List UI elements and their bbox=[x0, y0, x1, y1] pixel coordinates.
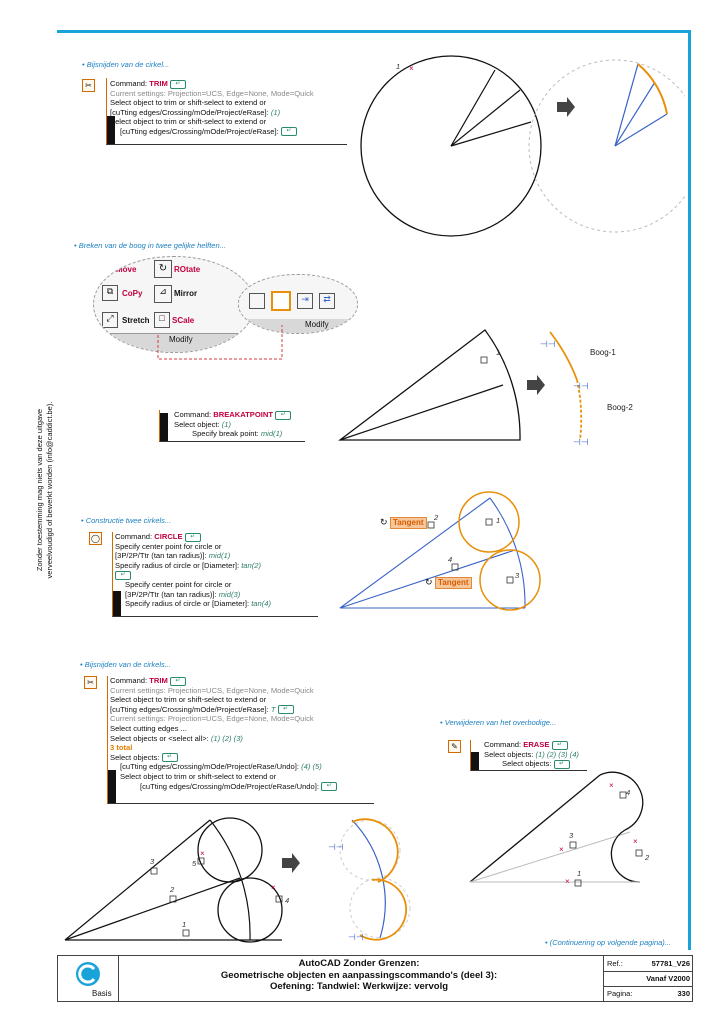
blue-line-2 bbox=[615, 82, 655, 146]
label-4: 4 bbox=[626, 788, 631, 797]
pick-cross: × bbox=[409, 64, 414, 73]
enter-key-icon: ↵ bbox=[278, 705, 294, 714]
label-4: 4 bbox=[448, 555, 453, 564]
pick-cross: × bbox=[200, 849, 205, 858]
logo bbox=[58, 956, 119, 1001]
circle-upper bbox=[459, 492, 519, 552]
command-lines-trim: Command: TRIM ↵ Current settings: Projection=UCS, Edge=None, Mode=Quick Select object to trim or shift-select to extend or [cuTting edges/Crossing/mOde/Project/eRase]: (1) Select object to trim or shift-select to extend or [cuTting edges/Crossing/mOde/Project/eRase]: ↵ bbox=[110, 79, 314, 136]
mid-line bbox=[340, 385, 503, 440]
snap-marker bbox=[151, 868, 157, 874]
footer-titles bbox=[118, 958, 600, 993]
grip-marker: ⊣⊣ bbox=[573, 437, 589, 447]
grip-marker: ⊣⊣ bbox=[348, 932, 364, 942]
diagram-erase bbox=[465, 770, 675, 890]
label-boog-1: Boog-1 bbox=[590, 348, 616, 357]
label-1: 1 bbox=[396, 62, 401, 71]
caddict-logo-icon bbox=[72, 960, 104, 988]
label-2: 2 bbox=[434, 513, 439, 522]
snap-marker bbox=[575, 880, 581, 886]
tangent-snap-tag: Tangent bbox=[390, 517, 427, 529]
version-row: Vanaf V2000 bbox=[604, 971, 693, 987]
label-5: 5 bbox=[192, 859, 197, 868]
enter-key-icon: ↵ bbox=[552, 741, 568, 750]
footer-title-1: AutoCAD Zonder Grenzen: bbox=[298, 958, 420, 969]
command-lines-trim-2: Command: TRIM ↵ Current settings: Projection=UCS, Edge=None, Mode=Quick Select object to trim or shift-select to extend or [cuTting edges/Crossing/mOde/Project/eRase]: T ↵ Current settings: Projection=UCS, Edge=None, Mode=Quick Select cutting edges ... Select objects or <select all>: (1) (2) (3) 3 total Select objects: ↵ [cuTting edges/Crossing/mOde/Project/eRase/Undo]: (4) (5) Select object to trim or shift-select to extend or [cuTting edges/Crossing/mOde/Project/eRase/Undo]: ↵ bbox=[110, 676, 337, 791]
arrow-right-icon bbox=[557, 97, 575, 117]
join-icon[interactable]: ⇥ bbox=[297, 293, 313, 309]
pick-cross: × bbox=[271, 883, 276, 892]
rotate-button[interactable]: ROtate bbox=[174, 265, 201, 274]
page-row: Pagina: 330 bbox=[607, 989, 690, 998]
trim-icon: ✂ bbox=[82, 79, 95, 92]
label-1: 1 bbox=[496, 516, 501, 525]
tangent-cursor-icon: ↻ bbox=[425, 577, 433, 587]
radius-line-2 bbox=[451, 90, 520, 146]
ribbon-callout-lines bbox=[150, 325, 300, 365]
label-1: 1 bbox=[577, 869, 582, 878]
modify-panel-label-2[interactable]: Modify bbox=[305, 320, 329, 329]
mirror-button[interactable]: Mirror bbox=[174, 289, 198, 298]
snap-marker bbox=[507, 577, 513, 583]
command-lines-erase: Command: ERASE ↵ Select objects: (1) (2) (3) (4) Select objects: ↵ bbox=[484, 740, 579, 769]
label-4: 4 bbox=[285, 896, 290, 905]
diagram-trim-circles bbox=[60, 810, 460, 950]
orange-arc bbox=[638, 64, 667, 114]
label-1: 1 bbox=[182, 920, 187, 929]
scale-button[interactable]: SCale bbox=[172, 316, 195, 325]
footer-title-2: Geometrische objecten en aanpassingscommando's (deel 3): bbox=[220, 969, 498, 981]
command-lines-circle: Command: CIRCLE ↵ Specify center point for circle or [3P/2P/Ttr (tan tan radius)]: mid(1) Specify radius of circle or [Diameter]: tan(2) ↵ Specify center point for circle or [3P/2P/Ttr (tan tan radius)]: mid(3) Specify radius of circle or [Diameter]: tan(4) bbox=[115, 532, 272, 609]
tangent-snap-tag: Tangent bbox=[435, 577, 472, 589]
modify-panel-label[interactable]: Modify bbox=[169, 335, 193, 344]
snap-marker bbox=[486, 519, 492, 525]
circle-lower bbox=[480, 550, 540, 610]
top-line bbox=[65, 820, 210, 940]
move-button[interactable]: Move bbox=[116, 265, 137, 274]
break-icon[interactable] bbox=[249, 293, 265, 309]
logo-text: Basis bbox=[92, 989, 112, 998]
enter-key-icon: ↵ bbox=[275, 411, 291, 420]
tangent-cursor-icon: ↻ bbox=[380, 517, 388, 527]
section-title-circles: • Constructie twee cirkels... bbox=[81, 516, 171, 525]
scale-icon[interactable]: □ bbox=[154, 312, 170, 328]
snap-marker bbox=[636, 850, 642, 856]
copy-icon[interactable]: ⧉ bbox=[102, 285, 118, 301]
snap-marker bbox=[428, 522, 434, 528]
command-lines-breakatpoint: Command: BREAKATPOINT ↵ Select object: (1) Specify break point: mid(1) bbox=[174, 410, 291, 439]
footer bbox=[57, 955, 693, 1002]
enter-key-icon: ↵ bbox=[321, 782, 337, 791]
label-3: 3 bbox=[515, 571, 520, 580]
ref-row: Ref.: 57781_V26 bbox=[604, 956, 693, 972]
erase-icon: ✎ bbox=[448, 740, 461, 753]
label-3: 3 bbox=[569, 831, 574, 840]
enter-key-icon: ↵ bbox=[554, 760, 570, 769]
continuing-note: • (Continuering op volgende pagina)... bbox=[545, 938, 672, 947]
footer-title-3: Oefening: Tandwiel: Werkwijze: vervolg bbox=[269, 981, 449, 992]
break-at-point-icon[interactable] bbox=[271, 291, 291, 311]
pick-cross: × bbox=[609, 781, 614, 790]
snap-marker bbox=[570, 842, 576, 848]
trim-icon: ✂ bbox=[84, 676, 97, 689]
top-line bbox=[470, 775, 600, 882]
stretch-icon[interactable]: ⤢ bbox=[102, 312, 118, 328]
section-title-erase: • Verwijderen van het overbodige... bbox=[440, 718, 556, 727]
pick-cross: × bbox=[633, 837, 638, 846]
side-copyright-note: Zonder toestemming mag niets van deze uitgave verveelvoudigd of bewerkt worden (info@caddict.be). bbox=[35, 401, 54, 579]
enter-key-icon: ↵ bbox=[162, 753, 178, 762]
mid-line-faded bbox=[470, 832, 630, 882]
diagram-trim-circle bbox=[355, 50, 685, 250]
grip-marker: ⊣⊣ bbox=[328, 842, 344, 852]
mid-line bbox=[65, 878, 240, 940]
circle-icon: ◯ bbox=[89, 532, 102, 545]
rotate-icon[interactable]: ↻ bbox=[154, 260, 172, 278]
page-frame-right bbox=[688, 30, 691, 950]
enter-key-icon: ↵ bbox=[281, 127, 297, 136]
enter-key-icon: ↵ bbox=[185, 533, 201, 542]
page-frame-top bbox=[57, 30, 691, 33]
stretch-button[interactable]: Stretch bbox=[122, 316, 150, 325]
footer-meta bbox=[603, 956, 693, 1001]
label-boog-2: Boog-2 bbox=[607, 403, 633, 412]
reverse-icon[interactable]: ⇄ bbox=[319, 293, 335, 309]
pick-cross: × bbox=[559, 845, 564, 854]
mirror-icon[interactable]: ⊿ bbox=[154, 285, 172, 303]
diagram-two-circles bbox=[335, 490, 570, 615]
arc-sector bbox=[340, 330, 520, 440]
arc bbox=[210, 820, 250, 940]
diagram-break-arc bbox=[335, 325, 665, 450]
snap-marker bbox=[183, 930, 189, 936]
ghost-circle bbox=[529, 60, 685, 232]
copy-button[interactable]: CoPy bbox=[122, 289, 143, 298]
section-title-trim-circles: • Bijsnijden van de cirkels... bbox=[80, 660, 171, 669]
arrow-right-icon bbox=[527, 375, 545, 395]
ghost-circle bbox=[350, 878, 410, 938]
enter-key-icon: ↵ bbox=[115, 571, 131, 580]
label-2: 2 bbox=[170, 885, 175, 894]
snap-marker bbox=[481, 357, 487, 363]
label-1: 1 bbox=[496, 348, 501, 357]
pick-cross: × bbox=[565, 877, 570, 886]
label-2: 2 bbox=[645, 853, 650, 862]
upper-arc bbox=[600, 772, 643, 830]
callout-connector bbox=[158, 325, 282, 359]
grip-marker: ⊣⊣ bbox=[573, 381, 589, 391]
top-line bbox=[340, 498, 490, 608]
arrow-right-icon bbox=[282, 853, 300, 873]
section-title-trim-circle: • Bijsnijden van de cirkel... bbox=[82, 60, 169, 69]
enter-key-icon: ↵ bbox=[170, 80, 186, 89]
label-3: 3 bbox=[150, 857, 155, 866]
grip-marker: ⊣⊣ bbox=[540, 339, 556, 349]
enter-key-icon: ↵ bbox=[170, 677, 186, 686]
section-title-break-arc: • Breken van de boog in twee gelijke helften... bbox=[74, 241, 226, 250]
